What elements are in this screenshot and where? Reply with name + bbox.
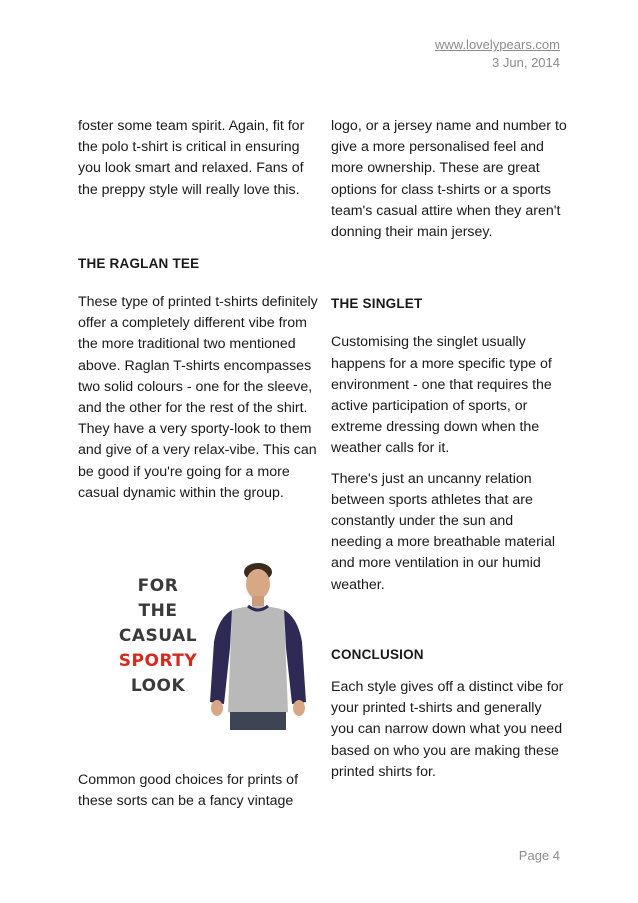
caption-line: LOOK	[130, 676, 186, 696]
model-figure-illustration	[200, 562, 312, 730]
body-paragraph: These type of printed t-shirts definitely offer a completely different vibe from the more traditional two mentioned above. Raglan T-shirts encompasses two solid colours - one for the sleeve, and the other for the rest of the shirt. They have a very sporty-look to them and give of a very relax-vibe. This can be good if you're going for a more casual dynamic within the group.	[78, 294, 318, 501]
section-heading-conclusion: CONCLUSION	[331, 646, 424, 662]
body-paragraph: Each style gives off a distinct vibe for your printed t-shirts and generally you can narrow down what you need based on who you are making these printed shirts for.	[331, 679, 564, 780]
image-caption-text	[118, 574, 198, 699]
body-paragraph: Customising the singlet usually happens for a more specific type of environment - one that requires the active participation of sports, or extreme dressing down when the weather calls for it.	[331, 334, 552, 457]
caption-line: FOR	[137, 576, 179, 596]
right-column	[331, 116, 567, 783]
caption-line: THE CASUAL	[118, 601, 198, 646]
publish-date: 3 Jun, 2014	[492, 55, 560, 70]
left-column-bottom	[78, 770, 318, 812]
site-url-link[interactable]: www.lovelypears.com	[435, 37, 560, 52]
page-number: Page 4	[518, 848, 560, 863]
left-column	[78, 116, 318, 504]
page-header	[435, 36, 560, 72]
section-heading-raglan: THE RAGLAN TEE	[78, 255, 200, 271]
caption-highlight: SPORTY	[118, 651, 198, 671]
body-paragraph: There's just an uncanny relation between sports athletes that are constantly under the sun and needing a more breathable material and more ventilation in our humid weather.	[331, 470, 555, 593]
raglan-tee-image	[118, 562, 318, 730]
body-paragraph: foster some team spirit. Again, fit for the polo t-shirt is critical in ensuring you look smart and relaxed. Fans of the preppy style will really love this.	[78, 118, 305, 198]
body-paragraph: logo, or a jersey name and number to give a more personalised feel and more ownership. These are great options for class t-shirts or a sports team's casual attire when they aren't donning their main jersey.	[331, 118, 567, 241]
body-paragraph: Common good choices for prints of these sorts can be a fancy vintage	[78, 772, 299, 810]
section-heading-singlet: THE SINGLET	[331, 296, 423, 312]
